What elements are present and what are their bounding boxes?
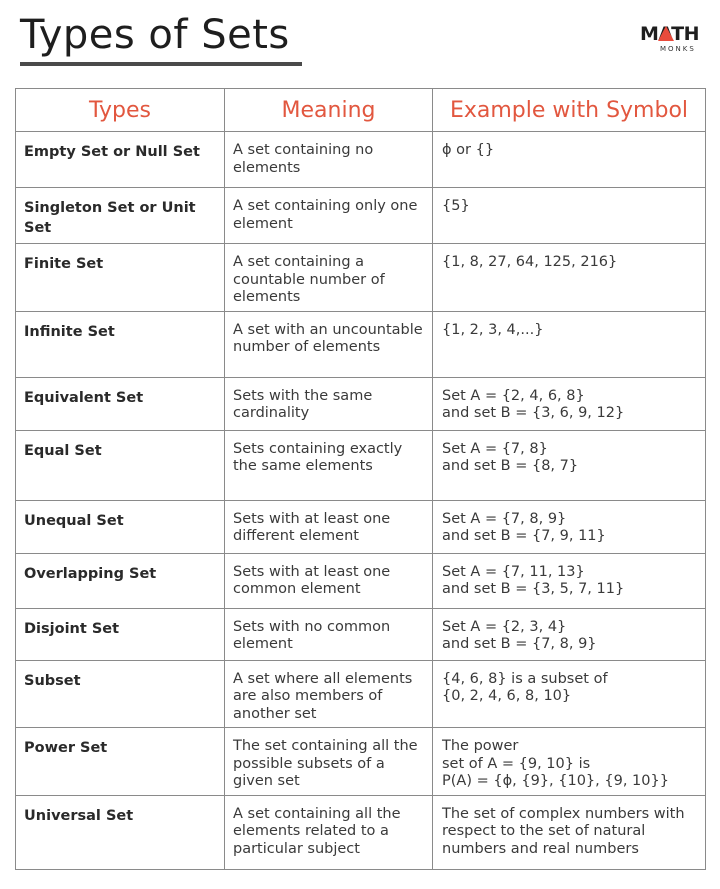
types-of-sets-table (15, 88, 706, 870)
logo-text: MATH (640, 23, 699, 45)
header-types: Types (16, 89, 225, 132)
title-underline (20, 62, 302, 66)
header-meaning: Meaning (225, 89, 433, 132)
set-example-cell: {1, 2, 3, 4,...} (442, 321, 544, 338)
set-example-cell: Set A = {7, 8, 9} and set B = {7, 9, 11} (442, 510, 606, 544)
table-row (16, 132, 706, 188)
set-example-cell: Set A = {7, 8} and set B = {8, 7} (442, 440, 579, 474)
set-example-cell: Set A = {2, 3, 4} and set B = {7, 8, 9} (442, 618, 597, 652)
logo-subtext: MONKS (660, 45, 696, 53)
table-row (16, 500, 706, 553)
set-type-cell: Infinite Set (24, 323, 115, 340)
set-example-cell: {4, 6, 8} is a subset of {0, 2, 4, 6, 8, 10} (442, 670, 608, 704)
table-row (16, 553, 706, 608)
set-type-cell: Power Set (24, 740, 108, 756)
set-meaning-cell: A set containing no elements (233, 142, 374, 176)
set-meaning-cell: Sets with at least one different element (233, 510, 391, 544)
math-monks-logo (640, 24, 708, 60)
set-type-cell: Finite Set (24, 256, 104, 272)
set-meaning-cell: A set where all elements are also members of another set (233, 670, 413, 722)
table-header-row (16, 89, 706, 132)
table-row (16, 188, 706, 244)
set-example-cell: {5} (442, 198, 470, 214)
set-type-cell: Equal Set (24, 442, 102, 459)
set-type-cell: Universal Set (24, 807, 134, 824)
set-meaning-cell: Sets with at least one common element (233, 563, 391, 597)
set-type-cell: Overlapping Set (24, 565, 157, 582)
table-row (16, 430, 706, 500)
page-title: Types of Sets (20, 12, 290, 58)
set-meaning-cell: A set containing all the elements related to a particular subject (233, 805, 401, 857)
set-type-cell: Empty Set or Null Set (24, 144, 200, 160)
set-meaning-cell: Sets with the same cardinality (233, 387, 373, 421)
header-example: Example with Symbol (433, 89, 706, 132)
set-type-cell: Singleton Set or Unit Set (24, 200, 196, 236)
set-meaning-cell: A set containing a countable number of elements (233, 254, 385, 305)
table-row (16, 728, 706, 796)
set-meaning-cell: A set with an uncountable number of elements (233, 321, 423, 355)
table-row (16, 311, 706, 377)
set-example-cell: {1, 8, 27, 64, 125, 216} (442, 254, 618, 270)
set-example-cell: ϕ or {} (442, 142, 495, 158)
table-row (16, 244, 706, 312)
set-meaning-cell: A set containing only one element (233, 198, 418, 232)
set-type-cell: Equivalent Set (24, 389, 144, 406)
set-type-cell: Unequal Set (24, 512, 124, 529)
set-meaning-cell: The set containing all the possible subsets of a given set (233, 738, 418, 789)
set-example-cell: The power set of A = {9, 10} is P(A) = {ϕ, {9}, {10}, {9, 10}} (442, 738, 669, 789)
set-type-cell: Disjoint Set (24, 620, 120, 637)
set-example-cell: The set of complex numbers with respect to the set of natural numbers and real numbers (442, 805, 685, 857)
table-row (16, 377, 706, 430)
table-row (16, 660, 706, 728)
set-meaning-cell: Sets containing exactly the same elements (233, 440, 403, 474)
table-row (16, 795, 706, 869)
table-row (16, 608, 706, 660)
set-meaning-cell: Sets with no common element (233, 618, 391, 652)
set-type-cell: Subset (24, 672, 81, 689)
set-example-cell: Set A = {7, 11, 13} and set B = {3, 5, 7, 11} (442, 563, 625, 597)
logo-triangle-icon (658, 26, 674, 41)
set-example-cell: Set A = {2, 4, 6, 8} and set B = {3, 6, 9, 12} (442, 387, 625, 421)
